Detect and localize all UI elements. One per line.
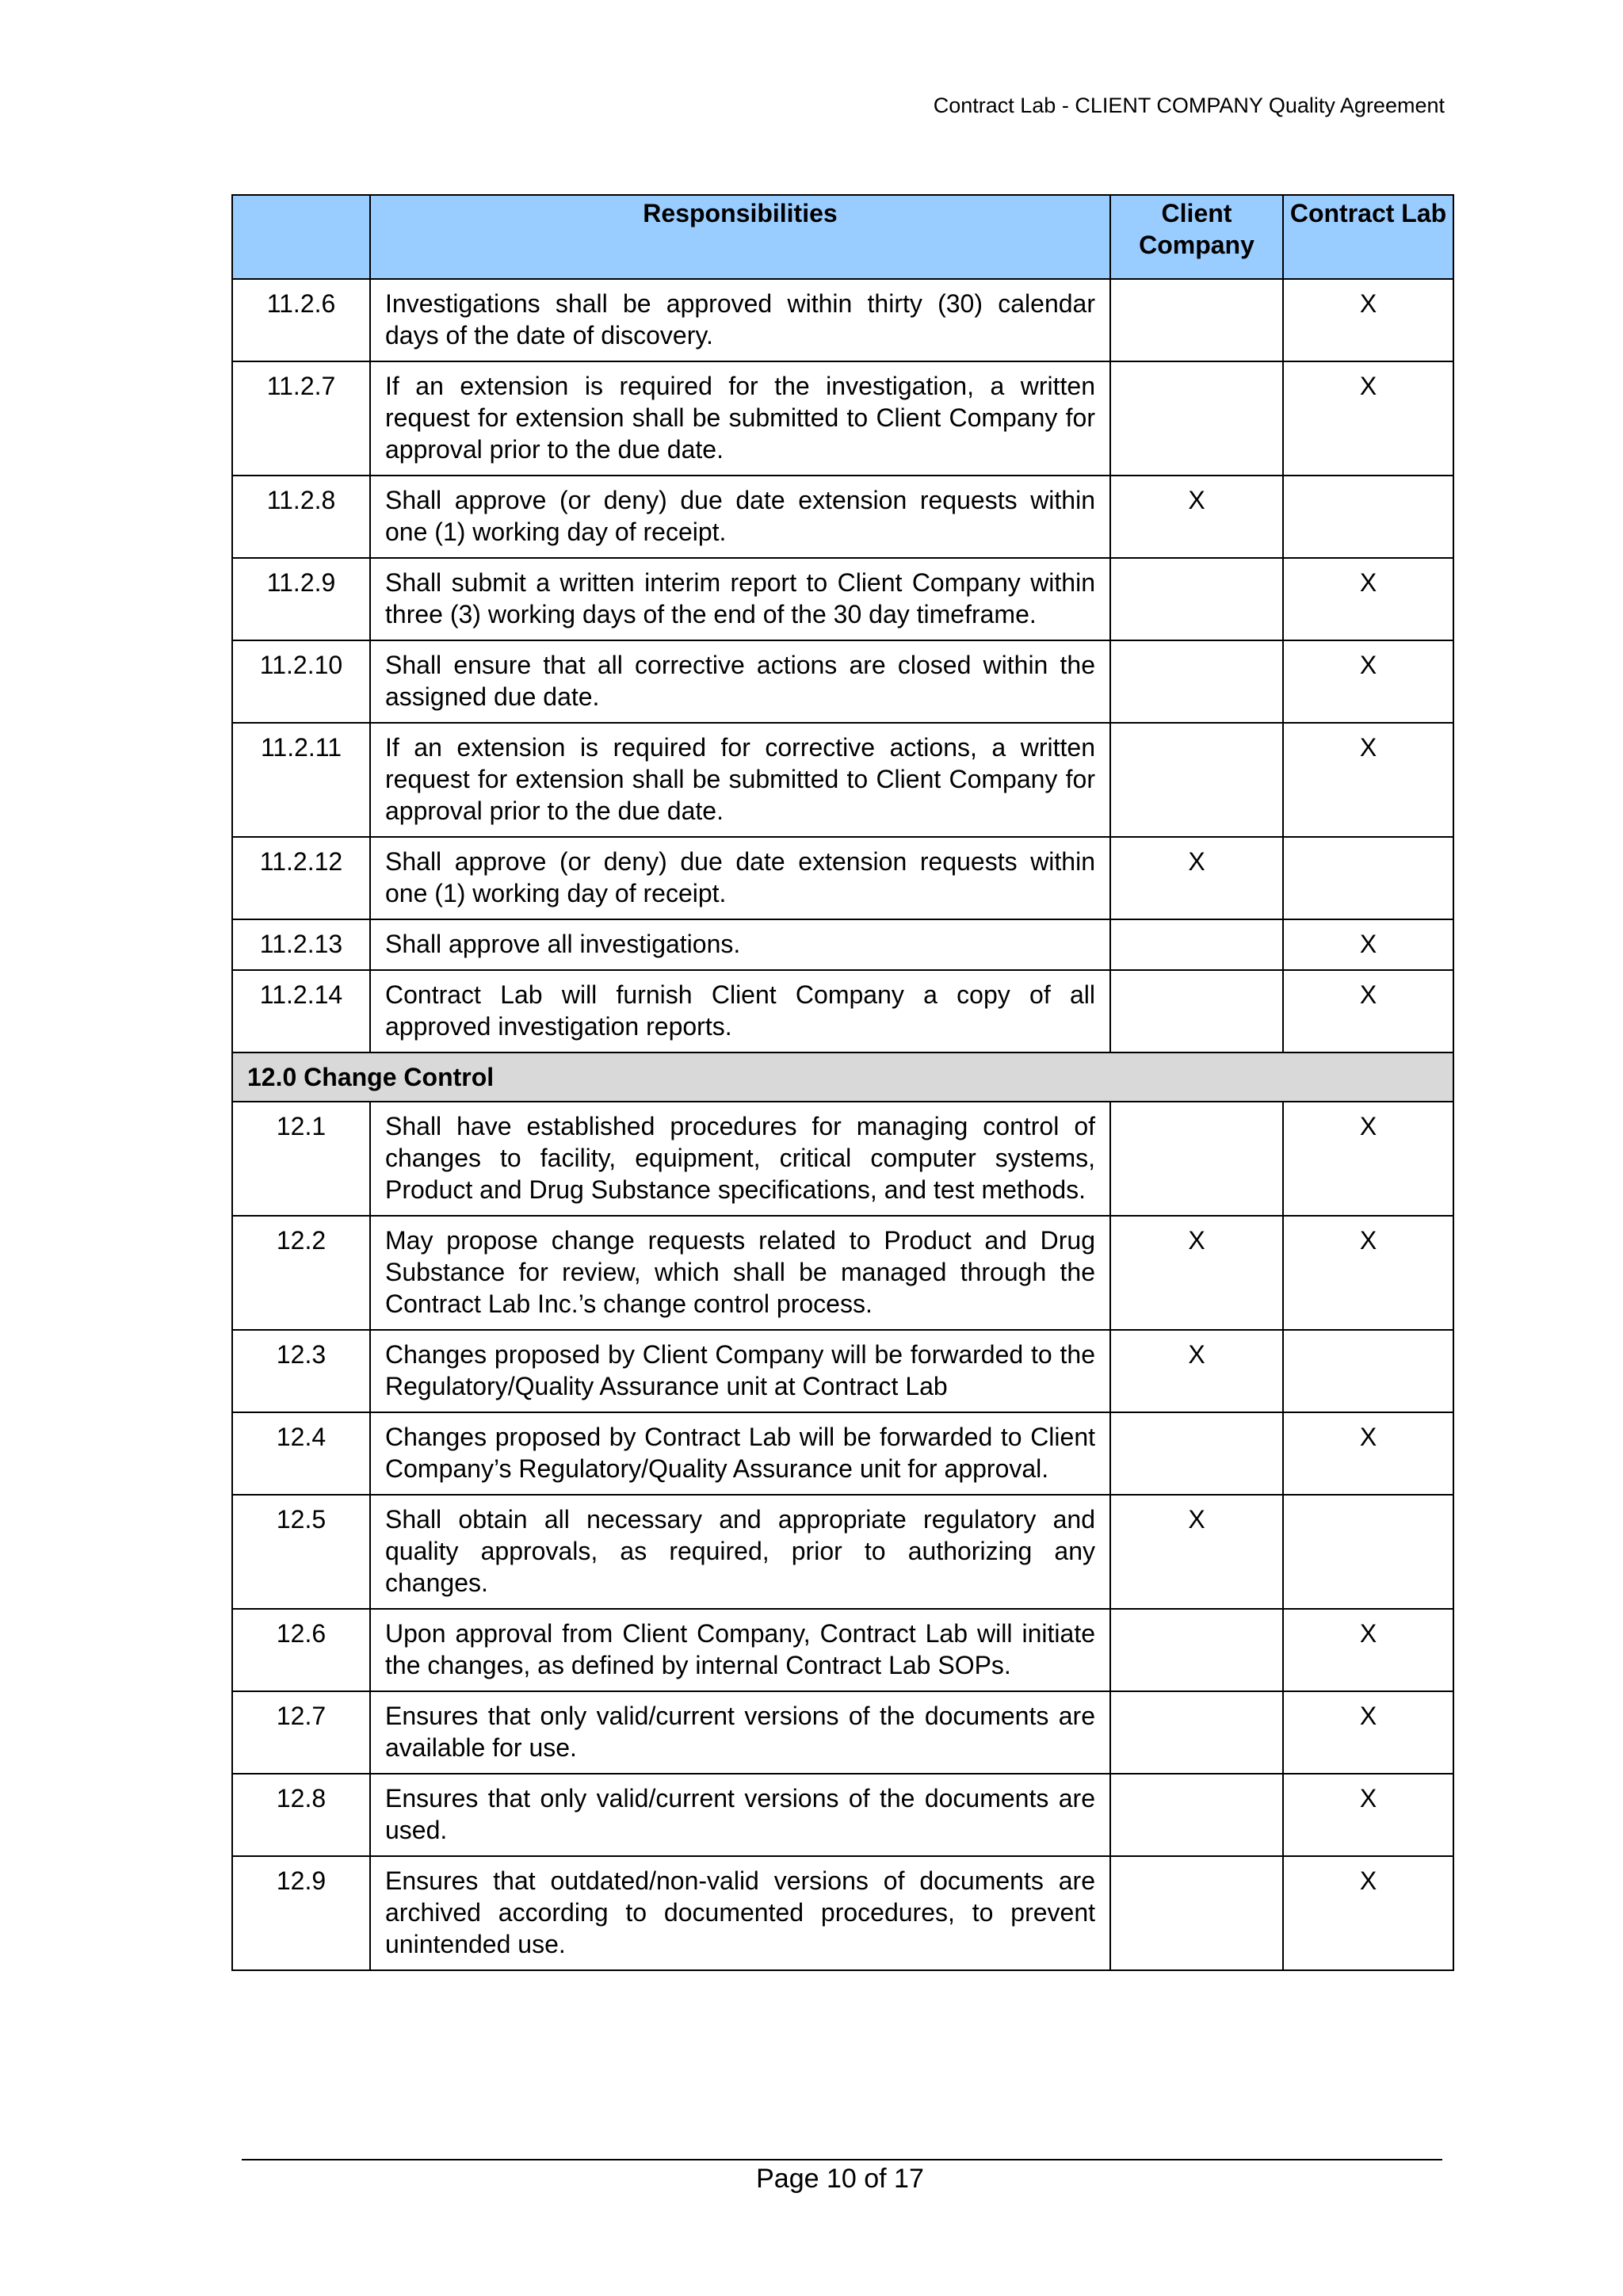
document-header: Contract Lab - CLIENT COMPANY Quality Agreement xyxy=(933,94,1445,117)
responsibility-text: Contract Lab will furnish Client Company a copy of all approved investigation reports. xyxy=(370,970,1110,1052)
item-number: 12.6 xyxy=(232,1609,370,1691)
client-company-mark: X xyxy=(1110,1216,1283,1330)
responsibility-text: Shall approve (or deny) due date extension requests within one (1) working day of receipt. xyxy=(370,476,1110,558)
page-number: Page 10 of 17 xyxy=(756,2164,924,2194)
table-row xyxy=(232,970,1453,1052)
contract-lab-mark: X xyxy=(1283,1412,1453,1495)
table-row xyxy=(232,1412,1453,1495)
item-number: 11.2.13 xyxy=(232,919,370,970)
section-header-row xyxy=(232,1052,1453,1102)
responsibility-text: If an extension is required for the investigation, a written request for extension shall be submitted to Client Company for approval prior to the due date. xyxy=(370,361,1110,476)
responsibility-text: Shall ensure that all corrective actions are closed within the assigned due date. xyxy=(370,640,1110,723)
client-company-mark xyxy=(1110,1856,1283,1970)
responsibility-text: If an extension is required for corrective actions, a written request for extension shall be submitted to Client Company for approval prior to the due date. xyxy=(370,723,1110,837)
client-company-mark xyxy=(1110,723,1283,837)
responsibilities-table xyxy=(231,194,1454,1971)
footer-divider xyxy=(242,2159,1442,2160)
contract-lab-mark: X xyxy=(1283,723,1453,837)
responsibility-text: Shall submit a written interim report to Client Company within three (3) working days of the end of the 30 day timeframe. xyxy=(370,558,1110,640)
item-number: 12.1 xyxy=(232,1102,370,1216)
item-number: 11.2.14 xyxy=(232,970,370,1052)
header-client-company: Client Company xyxy=(1110,195,1283,279)
client-company-mark xyxy=(1110,558,1283,640)
header-responsibilities: Responsibilities xyxy=(370,195,1110,279)
item-number: 11.2.10 xyxy=(232,640,370,723)
contract-lab-mark: X xyxy=(1283,1102,1453,1216)
header-contract-lab: Contract Lab xyxy=(1283,195,1453,279)
table-body xyxy=(232,279,1453,1970)
contract-lab-mark: X xyxy=(1283,1216,1453,1330)
client-company-mark: X xyxy=(1110,1330,1283,1412)
client-company-mark: X xyxy=(1110,837,1283,919)
responsibility-text: Shall approve all investigations. xyxy=(370,919,1110,970)
table-row xyxy=(232,1774,1453,1856)
contract-lab-mark: X xyxy=(1283,640,1453,723)
contract-lab-mark: X xyxy=(1283,970,1453,1052)
client-company-mark: X xyxy=(1110,476,1283,558)
section-title: 12.0 Change Control xyxy=(232,1052,1453,1102)
table-row xyxy=(232,919,1453,970)
responsibility-text: Shall obtain all necessary and appropriate regulatory and quality approvals, as required, prior to authorizing any changes. xyxy=(370,1495,1110,1609)
table-row xyxy=(232,1856,1453,1970)
contract-lab-mark: X xyxy=(1283,558,1453,640)
contract-lab-mark xyxy=(1283,1495,1453,1609)
contract-lab-mark xyxy=(1283,837,1453,919)
item-number: 12.7 xyxy=(232,1691,370,1774)
item-number: 12.4 xyxy=(232,1412,370,1495)
client-company-mark xyxy=(1110,970,1283,1052)
client-company-mark xyxy=(1110,1609,1283,1691)
client-company-mark xyxy=(1110,1102,1283,1216)
table-row xyxy=(232,640,1453,723)
responsibility-text: Changes proposed by Client Company will be forwarded to the Regulatory/Quality Assurance unit at Contract Lab xyxy=(370,1330,1110,1412)
client-company-mark xyxy=(1110,1774,1283,1856)
item-number: 11.2.9 xyxy=(232,558,370,640)
responsibility-text: Upon approval from Client Company, Contract Lab will initiate the changes, as defined by internal Contract Lab SOPs. xyxy=(370,1609,1110,1691)
responsibility-text: Shall approve (or deny) due date extension requests within one (1) working day of receipt. xyxy=(370,837,1110,919)
client-company-mark xyxy=(1110,1412,1283,1495)
table-row xyxy=(232,1495,1453,1609)
responsibility-text: Shall have established procedures for managing control of changes to facility, equipment, critical computer systems, Product and Drug Substance specifications, and test methods. xyxy=(370,1102,1110,1216)
table-row xyxy=(232,1609,1453,1691)
table-row xyxy=(232,1330,1453,1412)
table-row xyxy=(232,476,1453,558)
contract-lab-mark: X xyxy=(1283,1691,1453,1774)
table-row xyxy=(232,1102,1453,1216)
table-row xyxy=(232,279,1453,361)
contract-lab-mark: X xyxy=(1283,279,1453,361)
item-number: 11.2.11 xyxy=(232,723,370,837)
contract-lab-mark: X xyxy=(1283,361,1453,476)
client-company-mark xyxy=(1110,361,1283,476)
responsibility-text: Ensures that only valid/current versions of the documents are used. xyxy=(370,1774,1110,1856)
contract-lab-mark: X xyxy=(1283,1774,1453,1856)
table-row xyxy=(232,723,1453,837)
table-row xyxy=(232,1216,1453,1330)
item-number: 11.2.12 xyxy=(232,837,370,919)
responsibility-text: May propose change requests related to Product and Drug Substance for review, which shall be managed through the Contract Lab Inc.’s change control process. xyxy=(370,1216,1110,1330)
client-company-mark xyxy=(1110,640,1283,723)
item-number: 12.5 xyxy=(232,1495,370,1609)
header-number-cell xyxy=(232,195,370,279)
table-row xyxy=(232,1691,1453,1774)
contract-lab-mark: X xyxy=(1283,1609,1453,1691)
contract-lab-mark: X xyxy=(1283,919,1453,970)
responsibility-text: Ensures that outdated/non-valid versions of documents are archived according to documented procedures, to prevent unintended use. xyxy=(370,1856,1110,1970)
item-number: 12.3 xyxy=(232,1330,370,1412)
table-header-row xyxy=(232,195,1453,279)
table-row xyxy=(232,558,1453,640)
item-number: 11.2.6 xyxy=(232,279,370,361)
contract-lab-mark xyxy=(1283,476,1453,558)
item-number: 12.9 xyxy=(232,1856,370,1970)
client-company-mark xyxy=(1110,919,1283,970)
responsibility-text: Investigations shall be approved within thirty (30) calendar days of the date of discovery. xyxy=(370,279,1110,361)
item-number: 11.2.8 xyxy=(232,476,370,558)
item-number: 12.8 xyxy=(232,1774,370,1856)
table-row xyxy=(232,837,1453,919)
contract-lab-mark: X xyxy=(1283,1856,1453,1970)
item-number: 12.2 xyxy=(232,1216,370,1330)
contract-lab-mark xyxy=(1283,1330,1453,1412)
table-row xyxy=(232,361,1453,476)
client-company-mark: X xyxy=(1110,1495,1283,1609)
client-company-mark xyxy=(1110,279,1283,361)
responsibility-text: Changes proposed by Contract Lab will be forwarded to Client Company’s Regulatory/Quality Assurance unit for approval. xyxy=(370,1412,1110,1495)
responsibility-text: Ensures that only valid/current versions of the documents are available for use. xyxy=(370,1691,1110,1774)
item-number: 11.2.7 xyxy=(232,361,370,476)
client-company-mark xyxy=(1110,1691,1283,1774)
